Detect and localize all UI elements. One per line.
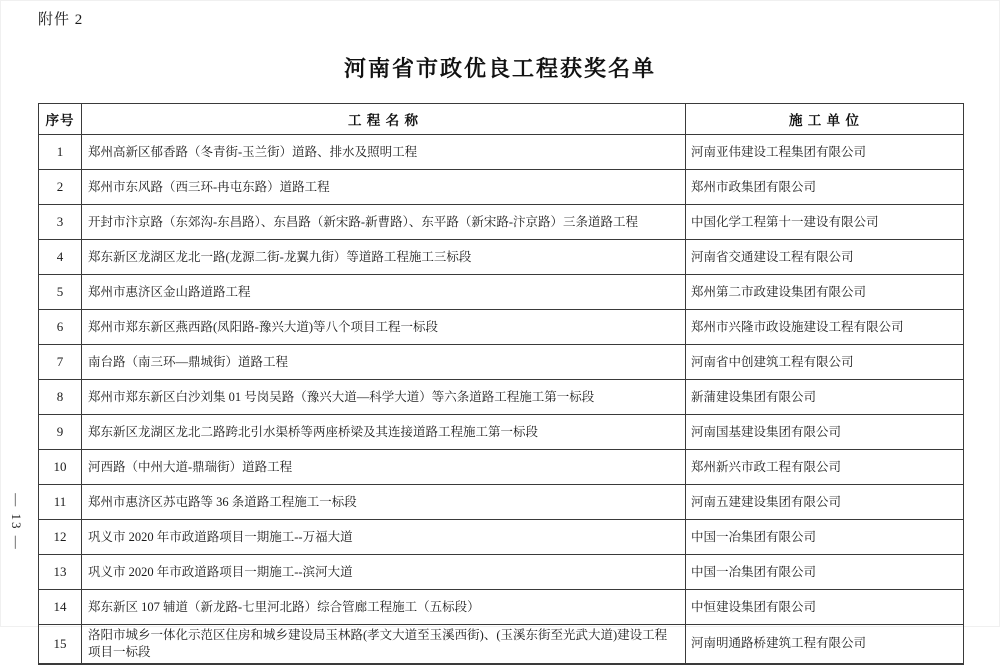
serial-number-cell: 15 [39,625,82,664]
table-row [39,415,964,450]
project-name-cell: 南台路（南三环—鼎城街）道路工程 [82,345,686,380]
table-row [39,485,964,520]
construction-unit-cell: 中国一冶集团有限公司 [686,520,964,555]
serial-number-cell: 5 [39,275,82,310]
construction-unit-cell: 河南明通路桥建筑工程有限公司 [686,625,964,664]
serial-number-cell: 11 [39,485,82,520]
project-name-cell: 郑东新区龙湖区龙北二路跨北引水渠桥等两座桥梁及其连接道路工程施工第一标段 [82,415,686,450]
awards-table [38,103,964,665]
project-name-cell: 郑州市郑东新区燕西路(凤阳路-豫兴大道)等八个项目工程一标段 [82,310,686,345]
serial-number-cell: 12 [39,520,82,555]
serial-number-cell: 6 [39,310,82,345]
table-row [39,520,964,555]
project-name-cell: 郑东新区龙湖区龙北一路(龙源二街-龙翼九街）等道路工程施工三标段 [82,240,686,275]
table-row [39,555,964,590]
table-row [39,345,964,380]
serial-number-cell: 2 [39,170,82,205]
table-row [39,380,964,415]
serial-number-cell: 10 [39,450,82,485]
construction-unit-cell: 郑州市兴隆市政设施建设工程有限公司 [686,310,964,345]
construction-unit-cell: 河南亚伟建设工程集团有限公司 [686,135,964,170]
table-row [39,590,964,625]
table-row [39,625,964,664]
page-title: 河南省市政优良工程获奖名单 [343,56,656,81]
project-name-cell: 巩义市 2020 年市政道路项目一期施工--万福大道 [82,520,686,555]
project-name-cell: 郑州市郑东新区白沙刘集 01 号岗吴路（豫兴大道—科学大道）等六条道路工程施工第一标段 [82,380,686,415]
construction-unit-cell: 中国一冶集团有限公司 [686,555,964,590]
project-name-cell: 郑州市惠济区金山路道路工程 [82,275,686,310]
construction-unit-cell: 郑州第二市政建设集团有限公司 [686,275,964,310]
table-row [39,205,964,240]
construction-unit-cell: 新蒲建设集团有限公司 [686,380,964,415]
construction-unit-cell: 河南国基建设集团有限公司 [686,415,964,450]
construction-unit-cell: 河南省中创建筑工程有限公司 [686,345,964,380]
project-name-cell: 郑东新区 107 辅道（新龙路-七里河北路）综合管廊工程施工（五标段） [82,590,686,625]
construction-unit-cell: 中恒建设集团有限公司 [686,590,964,625]
table-header-row [39,104,964,135]
table-row [39,170,964,205]
table-row [39,275,964,310]
table-row [39,240,964,275]
serial-number-cell: 8 [39,380,82,415]
serial-number-cell: 3 [39,205,82,240]
table-row [39,135,964,170]
serial-number-cell: 1 [39,135,82,170]
header-serial-number: 序号 [39,104,82,135]
project-name-cell: 郑州市惠济区苏屯路等 36 条道路工程施工一标段 [82,485,686,520]
construction-unit-cell: 郑州市政集团有限公司 [686,170,964,205]
construction-unit-cell: 中国化学工程第十一建设有限公司 [686,205,964,240]
serial-number-cell: 7 [39,345,82,380]
project-name-cell: 河西路（中州大道-鼎瑞街）道路工程 [82,450,686,485]
page-number: — 13 — [9,493,24,551]
project-name-cell: 洛阳市城乡一体化示范区住房和城乡建设局玉林路(孝文大道至玉溪西街)、(玉溪东街至光武大道)建设工程项目一标段 [82,625,686,664]
construction-unit-cell: 河南五建建设集团有限公司 [686,485,964,520]
project-name-cell: 开封市汴京路（东郊沟-东昌路）、东昌路（新宋路-新曹路）、东平路（新宋路-汴京路）三条道路工程 [82,205,686,240]
construction-unit-cell: 郑州新兴市政工程有限公司 [686,450,964,485]
header-project-name: 工 程 名 称 [82,104,686,135]
serial-number-cell: 14 [39,590,82,625]
project-name-cell: 郑州高新区郁香路（冬青街-玉兰街）道路、排水及照明工程 [82,135,686,170]
table-row [39,450,964,485]
serial-number-cell: 13 [39,555,82,590]
project-name-cell: 郑州市东风路（西三环-冉屯东路）道路工程 [82,170,686,205]
header-construction-unit: 施 工 单 位 [686,104,964,135]
project-name-cell: 巩义市 2020 年市政道路项目一期施工--滨河大道 [82,555,686,590]
table-row [39,310,964,345]
attachment-label: 附件 2 [38,12,84,28]
construction-unit-cell: 河南省交通建设工程有限公司 [686,240,964,275]
table-body [39,135,964,664]
serial-number-cell: 4 [39,240,82,275]
serial-number-cell: 9 [39,415,82,450]
